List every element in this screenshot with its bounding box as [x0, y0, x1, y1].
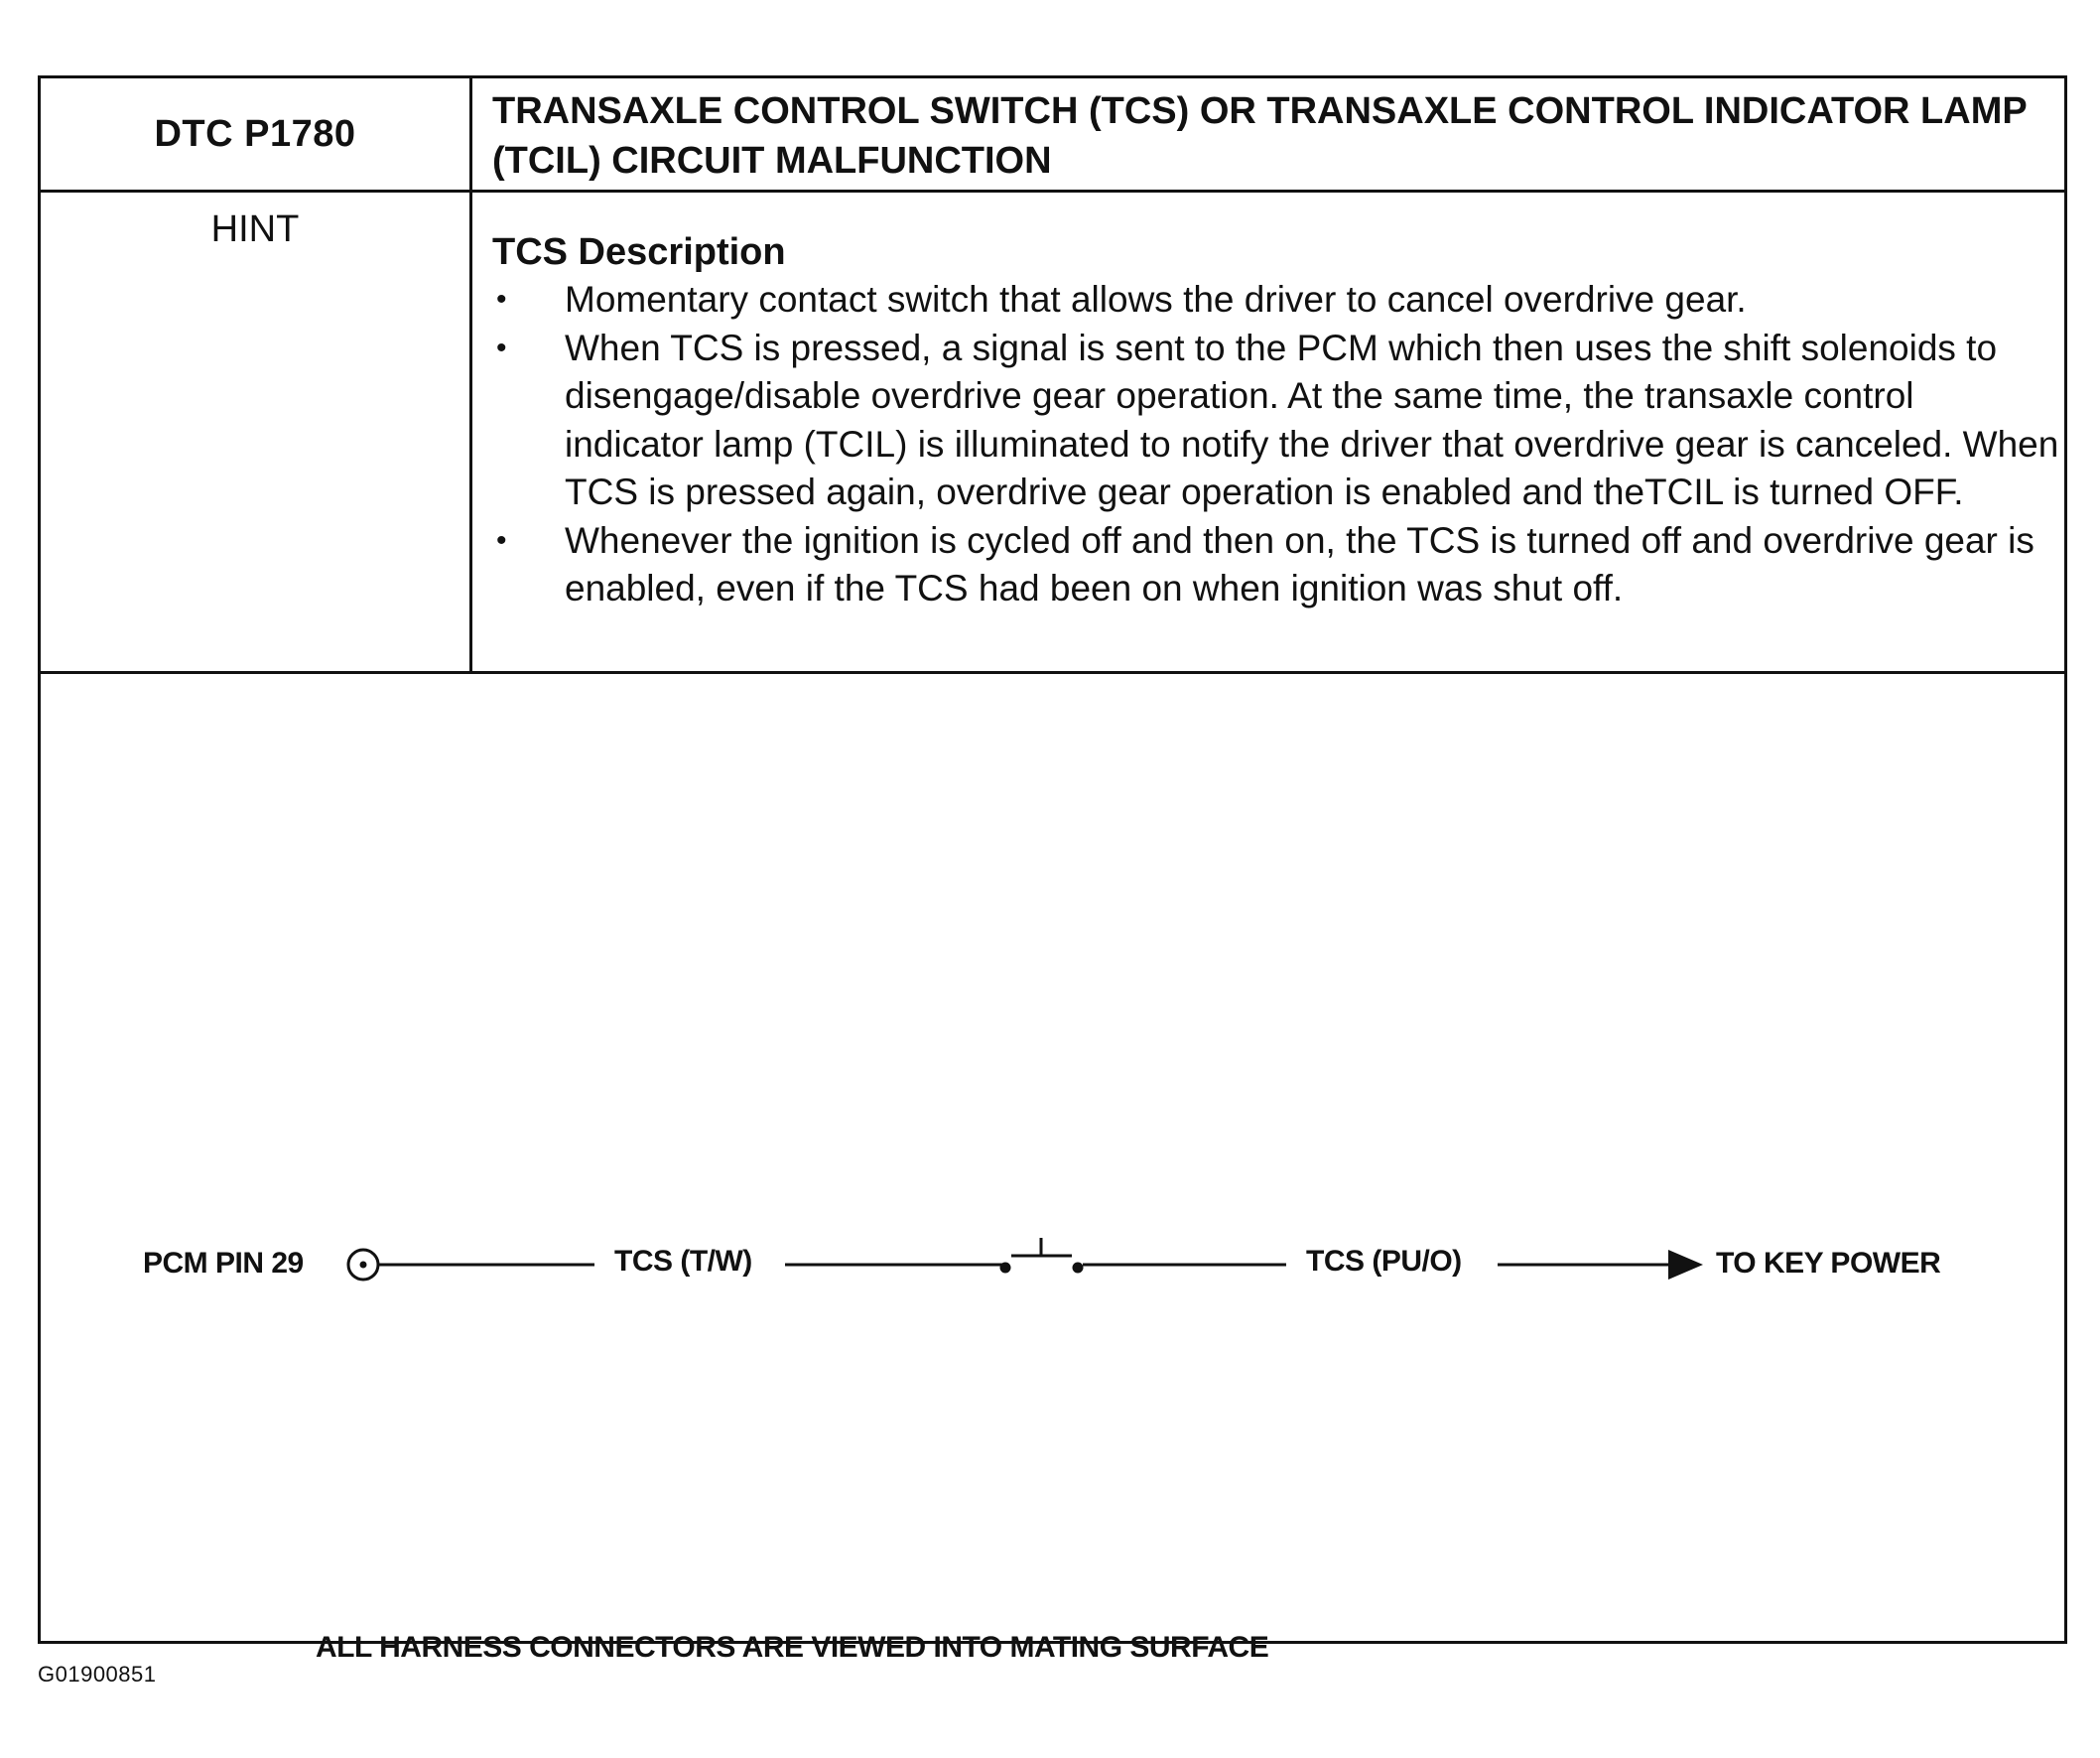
wiring-diagram-graphic: [41, 674, 2064, 1641]
hint-item-text: Momentary contact switch that allows the driver to cancel overdrive gear.: [565, 279, 1747, 320]
column-divider: [469, 78, 472, 674]
dtc-code: DTC P1780: [154, 112, 356, 155]
arrow-right-icon: [1668, 1250, 1703, 1280]
hint-item-text: Whenever the ignition is cycled off and then on, the TCS is turned off and overdrive gear is enabled, even if the TCS had been on when ignition was shut off.: [565, 519, 2034, 609]
wire-label-tw: TCS (T/W): [614, 1245, 752, 1278]
dtc-sheet: [38, 75, 2067, 1664]
wiring-diagram: [41, 674, 2064, 1664]
hint-body: [492, 228, 2060, 613]
hint-list-item: [492, 517, 2060, 613]
hint-list-item: [492, 276, 2060, 325]
connector-pin-dot-icon: [360, 1262, 367, 1269]
dtc-header-row: [41, 78, 2064, 193]
figure-id: G01900851: [38, 1662, 157, 1687]
hint-list-item: [492, 325, 2060, 517]
hint-heading: TCS Description: [492, 231, 786, 273]
bullet-icon: •: [496, 283, 507, 316]
hint-label: HINT: [210, 208, 300, 250]
hint-item-text: When TCS is pressed, a signal is sent to the PCM which then uses the shift solenoids to disengage/disable overdrive gear operation. At the same time, the transaxle control indicator lamp (TCIL) is illuminated to notify the driver that overdrive gear is canceled. When TCS is pressed again, overdrive gear operation is enabled and theTCIL is turned OFF.: [565, 327, 2059, 512]
hint-row: [41, 193, 2064, 674]
pcm-pin-label: PCM PIN 29: [143, 1247, 304, 1280]
hint-list: [492, 276, 2060, 613]
harness-note: ALL HARNESS CONNECTORS ARE VIEWED INTO MATING SURFACE: [316, 1631, 1269, 1664]
bullet-icon: •: [496, 331, 507, 364]
destination-label: TO KEY POWER: [1716, 1247, 1941, 1280]
switch-contact-icon: [1000, 1263, 1011, 1274]
dtc-title: TRANSAXLE CONTROL SWITCH (TCS) OR TRANSAXLE CONTROL INDICATOR LAMP (TCIL) CIRCUIT MALFUNCTION: [492, 90, 2028, 182]
wire-label-puo: TCS (PU/O): [1306, 1245, 1462, 1278]
switch-contact-icon: [1073, 1263, 1084, 1274]
bullet-icon: •: [496, 523, 507, 557]
